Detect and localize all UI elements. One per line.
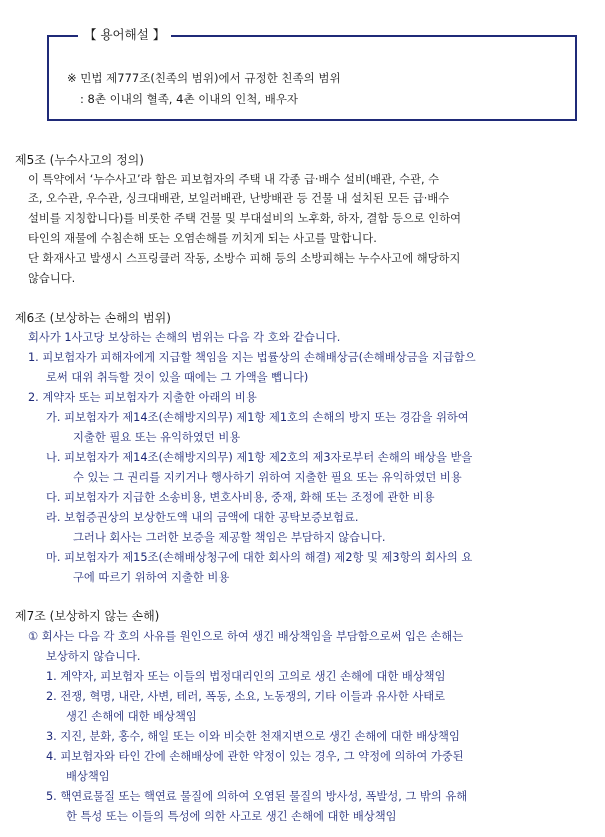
article-5-line: 조, 오수관, 우수관, 싱크대배관, 보일러배관, 난방배관 등 건물 내 설치된 모든 급·배수 (28, 192, 450, 205)
article-6-item-1-cont: 로써 대위 취득할 것이 있을 때에는 그 가액을 뺍니다) (46, 371, 309, 384)
article-6-subitem-ma: 마. 피보험자가 제15조(손해배상청구에 대한 회사의 해결) 제2항 및 제3항의 회사의 요 (46, 551, 473, 564)
article-6-heading: 제6조 (보상하는 손해의 범위) (15, 311, 171, 325)
article-5-line: 타인의 재물에 수침손해 또는 오염손해를 끼치게 되는 사고를 말합니다. (28, 232, 377, 245)
article-7-item-4-cont: 배상책임 (66, 770, 110, 783)
article-7-heading: 제7조 (보상하지 않는 손해) (15, 609, 160, 623)
article-5-line: 이 특약에서 ‘누수사고’라 함은 피보험자의 주택 내 각종 급·배수 설비(배관, 수관, 수 (28, 173, 440, 186)
article-6-subitem-na: 나. 피보험자가 제14조(손해방지의무) 제1항 제2호의 제3자로부터 손해의 배상을 받을 (46, 451, 473, 464)
article-7-item-5: 5. 핵연료물질 또는 핵연료 물질에 의하여 오염된 물질의 방사성, 폭발성, 그 밖의 유해 (46, 790, 468, 803)
article-5-heading: 제5조 (누수사고의 정의) (15, 153, 144, 167)
article-6-subitem-ma-cont: 구에 따르기 위하여 지출한 비용 (73, 571, 230, 584)
article-5-line: 않습니다. (28, 272, 76, 285)
article-6-item-1: 1. 피보험자가 피해자에게 지급할 책임을 지는 법률상의 손해배상금(손해배상금을 지급함으 (28, 351, 476, 364)
article-6-subitem-ra-cont: 그러나 회사는 그러한 보증을 제공할 책임은 부담하지 않습니다. (73, 531, 386, 544)
article-6-item-2: 2. 계약자 또는 피보험자가 지출한 아래의 비용 (28, 391, 257, 404)
article-6-subitem-da: 다. 피보험자가 지급한 소송비용, 변호사비용, 중재, 화해 또는 조정에 관한 비용 (46, 491, 435, 504)
article-7-item-4: 4. 피보험자와 타인 간에 손해배상에 관한 약정이 있는 경우, 그 약정에 의하여 가중된 (46, 750, 464, 763)
glossary-line-1: ※ 민법 제777조(친족의 범위)에서 규정한 친족의 범위 (67, 71, 341, 85)
glossary-title: 【 용어해설 】 (78, 25, 171, 43)
article-5-line: 단 화재사고 발생시 스프링클러 작동, 소방수 피해 등의 소방피해는 누수사고에 해당하지 (28, 252, 461, 265)
article-6-subitem-ga-cont: 지출한 필요 또는 유익하였던 비용 (73, 431, 241, 444)
glossary-line-2: : 8촌 이내의 혈족, 4촌 이내의 인척, 배우자 (80, 92, 299, 106)
article-7-item-2: 2. 전쟁, 혁명, 내란, 사변, 테러, 폭동, 소요, 노동쟁의, 기타 이들과 유사한 사태로 (46, 690, 446, 703)
article-7-item-5-cont: 한 특성 또는 이들의 특성에 의한 사고로 생긴 손해에 대한 배상책임 (66, 810, 397, 823)
article-6-subitem-ra: 라. 보험증권상의 보상한도액 내의 금액에 대한 공탁보증보험료. (46, 511, 359, 524)
article-6-subitem-na-cont: 수 있는 그 권리를 지키거나 행사하기 위하여 지출한 필요 또는 유익하였던 비용 (73, 471, 462, 484)
article-7-item-2-cont: 생긴 손해에 대한 배상책임 (66, 710, 197, 723)
article-7-item-1: 1. 계약자, 피보험자 또는 이들의 법정대리인의 고의로 생긴 손해에 대한 배상책임 (46, 670, 446, 683)
article-6-intro: 회사가 1사고당 보상하는 손해의 범위는 다음 각 호와 같습니다. (28, 331, 341, 344)
article-7-intro: ① 회사는 다음 각 호의 사유를 원인으로 하여 생긴 배상책임을 부담함으로써 입은 손해는 (28, 630, 464, 643)
article-6-subitem-ga: 가. 피보험자가 제14조(손해방지의무) 제1항 제1호의 손해의 방지 또는 경감을 위하여 (46, 411, 469, 424)
article-7-intro-cont: 보상하지 않습니다. (46, 650, 141, 663)
article-5-line: 설비를 지칭합니다)를 비롯한 주택 건물 및 부대설비의 노후화, 하자, 결함 등으로 인하여 (28, 212, 462, 225)
article-7-item-3: 3. 지진, 분화, 홍수, 해일 또는 이와 비슷한 천재지변으로 생긴 손해에 대한 배상책임 (46, 730, 460, 743)
